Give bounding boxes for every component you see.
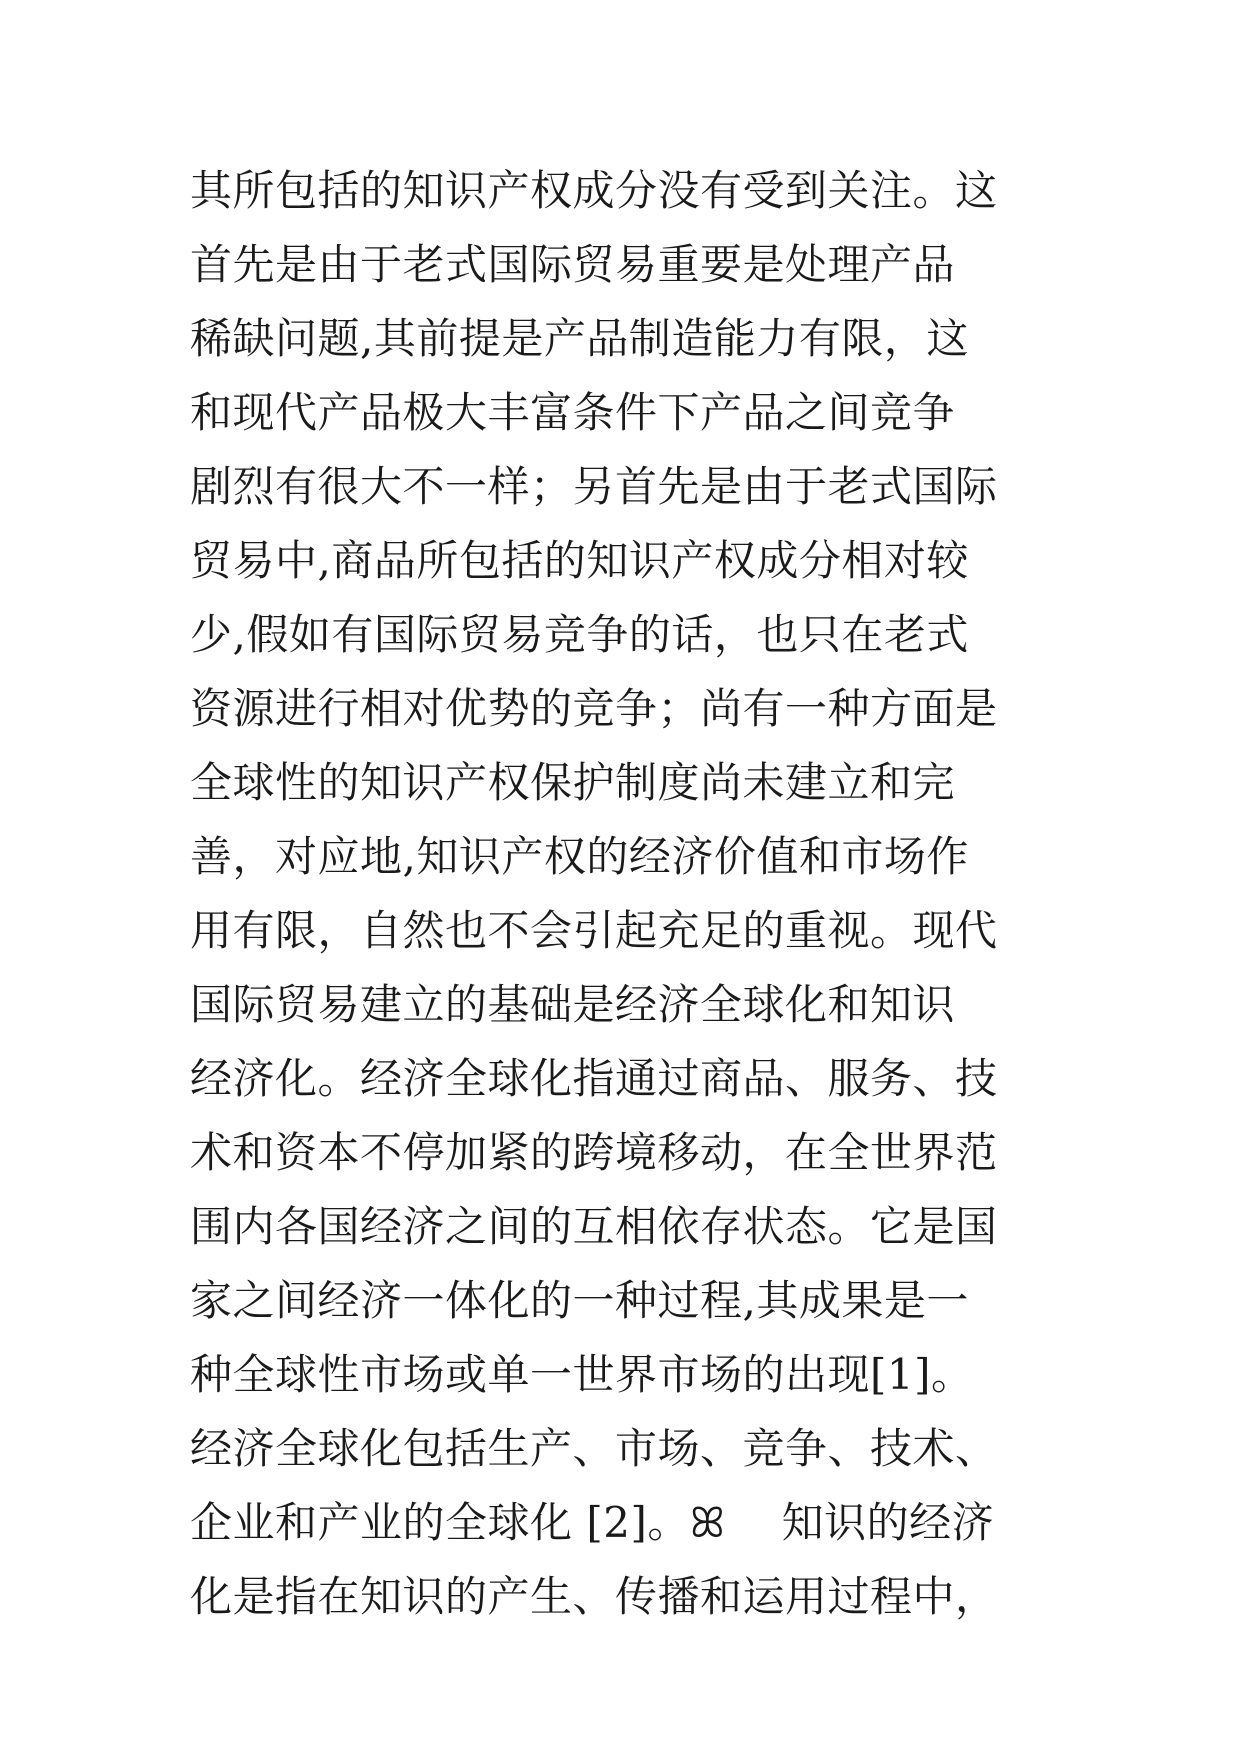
body-text bbox=[190, 154, 1090, 1634]
text-line: 贸易中,商品所包括的知识产权成分相对较 bbox=[190, 536, 969, 585]
text-line: 首先是由于老式国际贸易重要是处理产品 bbox=[190, 240, 956, 289]
text-line: 其所包括的知识产权成分没有受到关注。这 bbox=[190, 166, 998, 215]
text-line: 资源进行相对优势的竞争；尚有一种方面是 bbox=[190, 684, 998, 733]
text-line: 化是指在知识的产生、传播和运用过程中， bbox=[190, 1572, 998, 1621]
text-line: 家之间经济一体化的一种过程,其成果是一 bbox=[190, 1276, 969, 1325]
text-line: 和现代产品极大丰富条件下产品之间竞争 bbox=[190, 388, 956, 437]
text-line: 稀缺问题,其前提是产品制造能力有限，这 bbox=[190, 314, 969, 363]
text-line: 剧烈有很大不一样；另首先是由于老式国际 bbox=[190, 462, 998, 511]
text-line: 围内各国经济之间的互相依存状态。它是国 bbox=[190, 1202, 998, 1251]
text-line: 少,假如有国际贸易竞争的话，也只在老式 bbox=[190, 610, 969, 659]
text-line: 善，对应地,知识产权的经济价值和市场作 bbox=[190, 832, 969, 881]
text-line: 用有限，自然也不会引起充足的重视。现代 bbox=[190, 906, 998, 955]
text-line: 经济化。经济全球化指通过商品、服务、技 bbox=[190, 1054, 998, 1103]
text-line: 术和资本不停加紧的跨境移动，在全世界范 bbox=[190, 1128, 998, 1177]
text-line: 企业和产业的全球化 [2]。ꕤ 知识的经济 bbox=[190, 1498, 995, 1547]
text-line: 国际贸易建立的基础是经济全球化和知识 bbox=[190, 980, 956, 1029]
text-line: 全球性的知识产权保护制度尚未建立和完 bbox=[190, 758, 956, 807]
text-line: 种全球性市场或单一世界市场的出现[1]。 bbox=[190, 1350, 974, 1399]
text-line: 经济全球化包括生产、市场、竞争、技术、 bbox=[190, 1424, 998, 1473]
